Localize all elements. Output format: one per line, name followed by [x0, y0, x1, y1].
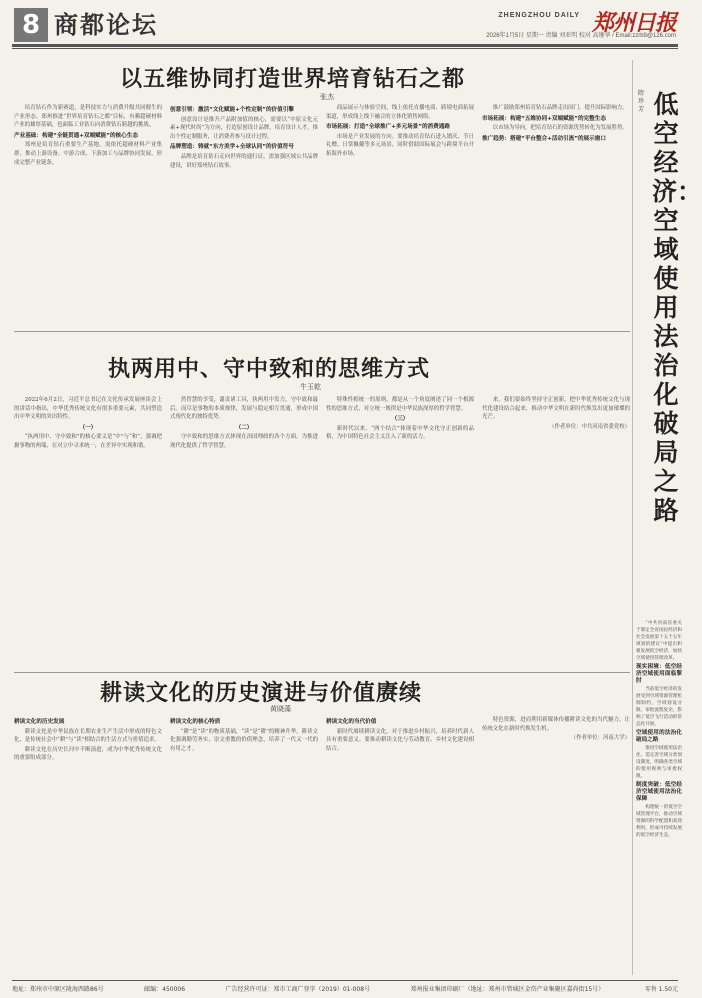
article3-col2: [170, 716, 318, 972]
paragraph: 新时代以来，“两个结合”体现着中华文化守正创新的品格，为中国特色社会主义注入了新的活力。: [326, 425, 474, 441]
subheading: 空域使用的法治化破局之路: [636, 730, 682, 743]
subheading: （三）: [391, 416, 409, 423]
paragraph: 耕读文化是中华民族在长期农业生产生活中形成的特色文化，是传统社会中“耕”与“读”相结合的生活方式与价值追求。: [14, 728, 162, 744]
paragraph: 郑州是培育钻石重要生产基地，需依托超硬材料产业集群，推动上游设备、中游合成、下游加工与品牌协同发展，形成完整产业链条。: [14, 142, 162, 166]
footer-license: 广告经营许可证：郑市工商广登字（2019）01-008号: [225, 986, 371, 993]
article1-title: 以五维协同打造世界培育钻石之都: [120, 67, 466, 92]
paragraph: 品牌是培育钻石走向世界的通行证，需加强区域公共品牌建设，讲好郑州钻石故事。: [170, 153, 318, 169]
subheading: （一）: [79, 424, 97, 431]
paragraph: “耕”是“读”的物质基础，“读”是“耕”的精神升华。耕读文化强调勤劳务实、崇文重教的价值理念，培养了一代又一代的有用之才。: [170, 728, 318, 752]
section-divider: [14, 331, 630, 332]
author-affiliation: （作者单位：中共河南省委党校）: [549, 423, 630, 430]
article3-col3: [326, 716, 474, 972]
subheading: （二）: [235, 424, 253, 431]
subheading: 品牌塑造：铸就“东方美学+全球认同”的价值符号: [170, 144, 294, 151]
paragraph: “执两用中、守中致和”的核心要义是“中”与“和”，强调把握事物的两端，在对立中寻求统一，在差异中实现和谐。: [14, 434, 162, 449]
paragraph: 特色资源，进而利用新媒体传播耕读文化的当代魅力，让传统文化在新时代焕发生机。: [482, 717, 630, 732]
paragraph: 来，我们要始终坚持守正创新，把中华优秀传统文化与现代化建设结合起来，推动中华文明在新时代焕发出更加璀璨的光芒。: [482, 397, 630, 421]
article1-col3: [326, 104, 474, 326]
article1-author: 张杰: [320, 93, 334, 101]
section-divider: [14, 672, 630, 673]
paragraph: 创意设计是推升产品附加值的核心，需要以“中原文化元素+现代时尚”为方向，打造原创设计品牌，培育设计人才，推出个性定制服务，让消费者参与设计过程。: [170, 116, 318, 140]
masthead-rule: [12, 44, 678, 47]
footer-postcode: 邮编：450006: [144, 986, 186, 993]
article1-col1: [14, 104, 162, 326]
article3-author: 黄晓藻: [270, 705, 291, 713]
paragraph: 商品展示与体验空间，线上依托直播电商、跨境电商拓展渠道，形成线上线下融合的立体化销售网络。: [326, 105, 474, 120]
subheading: 制度突破：低空经济空域使用法治化保障: [636, 782, 682, 802]
paragraph: “中共河南省委关于制定全省国民经济和社会发展第十五个五年规划的建议”中提出积极发展低空经济，加快空域使用管理改革。: [636, 621, 682, 661]
article2-col3: [326, 396, 474, 622]
article3-col4: [482, 716, 630, 972]
article2-col2: [170, 396, 318, 622]
article4-title: 低空经济：空域使用法治化破局之路: [652, 90, 702, 525]
section-title: 商都论坛: [54, 11, 158, 39]
paragraph: 新时代赓续耕读文化，对于推进乡村振兴、培养时代新人具有重要意义。要推动耕读文化与劳动教育、乡村文化建设相结合。: [326, 728, 474, 752]
subheading: 耕读文化的历史发展: [14, 719, 65, 725]
paragraph: 然智慧的享受，谴责诸工具，执两用中发力，守中致和最后。而尽是事物的本质规律，发展与稳定相互贯通，形成中国式现代化的独特优势。: [170, 397, 318, 421]
subheading: 推广趋势：搭建“平台整合+活动引流”的展示窗口: [482, 135, 606, 142]
subheading: 市场拓展：打造“全球推广+多元场景”的消费通路: [326, 124, 450, 131]
article4-author: 隋珍芳: [637, 90, 644, 113]
paragraph: 构建统一的低空空域管理平台，推动空域资源的科学配置和高效利用，形成可持续发展的低空经济生态。: [636, 805, 682, 838]
article2-author: 牛玉乾: [300, 383, 321, 391]
paper-logo: 郑州日报: [591, 10, 676, 36]
paragraph: 特殊性相统一的原则，都是从一个角度阐述了同一个根源性的思维方式，对立统一规律是中华民族深厚的哲学智慧。: [326, 397, 474, 412]
article1-col4: [482, 104, 630, 326]
subheading: 创意引领：激活“文化赋能+个性定制”的价值引擎: [170, 107, 294, 113]
article3-col1: [14, 716, 162, 972]
page-number: 8: [14, 8, 48, 42]
paper-english-name: ZHENGZHOU DAILY: [498, 12, 580, 19]
footer: [12, 980, 678, 994]
subheading: 市场拓展：构建“五维协同+双端赋能”的完整生态: [482, 115, 606, 122]
subheading: 耕读文化的当代价值: [326, 719, 377, 725]
footer-address: 地址：郑州市中原区陇海西路86号: [12, 986, 104, 993]
article2-col4: [482, 396, 630, 622]
paragraph: 当前低空经济的发展受到空域资源管理机制制约，空域划设分散、审批流程复杂，影响了低空飞行活动的常态化开展。: [636, 687, 682, 727]
article2-title: 执两用中、守中致和的思维方式: [108, 357, 431, 382]
paragraph: 守中致和的思维方式体现在治国理政的各个方面，为推进现代化提供了哲学智慧。: [170, 434, 318, 449]
masthead: [0, 0, 690, 64]
paragraph: 培育钻石作为新赛道，是科技实力与消费升级共同催生的产业形态。郑州推进“世界培育钻石之都”目标，有赖超硬材料产业的雄厚基础，也面临工业钻石向消费钻石跨越的挑战。: [14, 105, 162, 129]
subheading: 产业基础：构建“全链贯通+双端赋能”的核心生态: [14, 132, 138, 139]
article2-col1: [14, 396, 162, 622]
paragraph: 推广鼓励郑州培育钻石品牌走出国门，提升国际影响力。: [492, 105, 628, 111]
paragraph: 市场是产业发展的方向。要推动培育钻石进入婚庆、节日礼赠、日常佩戴等多元场景，同时借助国际展会与跨境平台开拓海外市场。: [326, 133, 474, 157]
article4-col-stack: [636, 620, 682, 970]
paragraph: 2022年6月2日，习近平总书记在文化传承发展座谈会上的讲话中指出，中华优秀传统文化有很多重要元素，共同塑造出中华文明的突出特性。: [14, 397, 162, 421]
article1-col2: [170, 104, 318, 326]
issue-info: 2026年1月5日 星期一 责编 刘亚明 校对 高继华 / Email:zzrb9@126.com: [486, 33, 676, 39]
subheading: 现实困境：低空经济空域使用面临掣肘: [636, 664, 682, 684]
paragraph: 以市场为导向，把培育钻石的资源优势转化为发展胜势。: [492, 125, 628, 132]
author-affiliation: （作者单位：河南大学）: [570, 735, 630, 742]
footer-printer: 郑州报业集团印刷厂（地址：郑州市管城区金岱产业集聚区嘉尚街15号）: [410, 986, 605, 993]
paragraph: 耕读文化在历史长河中不断演进，成为中华优秀传统文化的重要组成部分。: [14, 746, 162, 762]
footer-price: 零售 1.50元: [644, 986, 678, 993]
masthead-rule-thin: [12, 48, 678, 49]
subheading: 耕读文化的核心特质: [170, 719, 221, 725]
column-divider: [632, 60, 633, 975]
paragraph: 推进空域使用法治化，需完善空域分类划设制度，明确各类空域的使用规则与审批权限。: [636, 746, 682, 779]
article3-title: 耕读文化的历史演进与价值赓续: [100, 681, 423, 706]
